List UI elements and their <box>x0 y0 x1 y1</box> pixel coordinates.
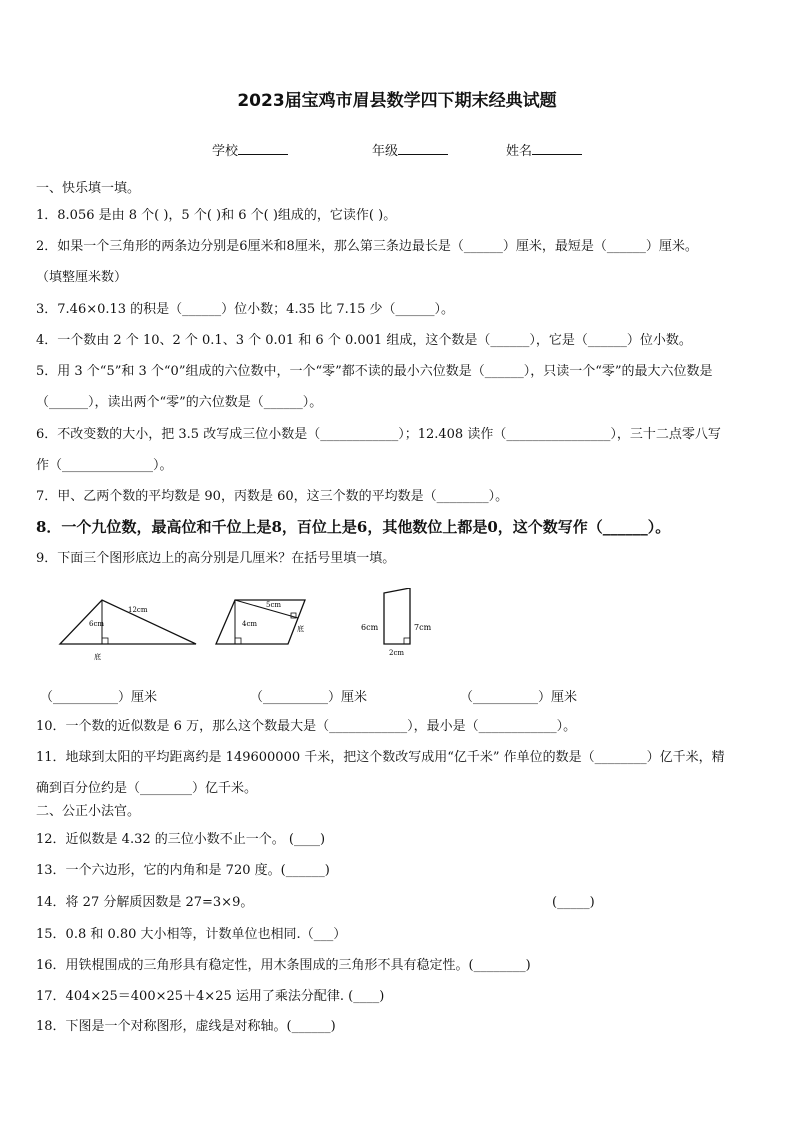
triangle-figure <box>60 600 196 661</box>
parallelogram-base-label: 底 <box>297 625 304 633</box>
name-field <box>506 140 582 159</box>
triangle-slant-label: 12cm <box>128 606 148 614</box>
question-6: 6．不改变数的大小，把 3.5 改写成三位小数是（____________）；12.408 读作（________________），三十二点零八写 <box>36 427 721 442</box>
question-5-cont: （______），读出两个“零”的六位数是（______）。 <box>36 395 323 410</box>
question-12: 12．近似数是 4.32 的三位小数不止一个。 (____) <box>36 832 326 847</box>
question-8: 8．一个九位数，最高位和千位上是8，百位上是6，其他数位上都是0，这个数写作（______）。 <box>36 518 671 536</box>
question-11: 11．地球到太阳的平均距离约是 149600000 千米，把这个数改写成用“亿千米” 作单位的数是（________）亿千米，精 <box>36 750 725 765</box>
trapezoid-right-label: 7cm <box>414 623 432 632</box>
grade-field <box>372 140 448 159</box>
question-4: 4．一个数由 2 个 10、2 个 0.1、3 个 0.01 和 6 个 0.001 组成，这个数是（______），它是（______）位小数。 <box>36 333 692 348</box>
question-1: 1．8.056 是由 8 个( )，5 个( )和 6 个( )组成的，它读作( )。 <box>36 208 397 223</box>
school-label: 学校 <box>212 144 239 159</box>
parallelogram-slant-label: 5cm <box>266 601 282 609</box>
trapezoid-figure <box>361 588 432 657</box>
school-field <box>212 140 288 159</box>
triangle-height-label: 6cm <box>89 620 105 628</box>
grade-blank[interactable] <box>398 142 448 155</box>
question-18: 18．下图是一个对称图形，虚线是对称轴。(______) <box>36 1019 336 1034</box>
trapezoid-left-label: 6cm <box>361 623 379 632</box>
parallelogram-figure <box>216 600 305 644</box>
question-5: 5．用 3 个“5”和 3 个“0”组成的六位数中，一个“零”都不读的最小六位数是（______），只读一个“零”的最大六位数是 <box>36 364 713 379</box>
page-title: 2023届宝鸡市眉县数学四下期末经典试题 <box>237 91 557 111</box>
triangle-base-label: 底 <box>94 653 101 661</box>
question-13: 13．一个六边形，它的内角和是 720 度。(______) <box>36 863 330 878</box>
question-11-cont: 确到百分位约是（________）亿千米。 <box>36 781 258 796</box>
grade-label: 年级 <box>372 144 399 159</box>
question-9: 9．下面三个图形底边上的高分别是几厘米？在括号里填一填。 <box>36 551 396 566</box>
question-9-answer-2: （__________）厘米 <box>250 690 368 705</box>
question-14-blank: (_____) <box>552 895 595 910</box>
section-heading-2: 二、公正小法官。 <box>36 804 141 819</box>
question-9-answer-3: （__________）厘米 <box>460 690 578 705</box>
question-17: 17．404×25＝400×25＋4×25 运用了乘法分配律. (____) <box>36 989 385 1004</box>
question-2: 2．如果一个三角形的两条边分别是6厘米和8厘米，那么第三条边最长是（______）厘米，最短是（______）厘米。 <box>36 239 698 254</box>
question-2-note: （填整厘米数） <box>36 270 128 285</box>
question-9-figures <box>50 588 470 668</box>
question-16: 16．用铁棍围成的三角形具有稳定性，用木条围成的三角形不具有稳定性。(________) <box>36 958 531 973</box>
question-9-answer-1: （__________）厘米 <box>40 690 158 705</box>
parallelogram-height-label: 4cm <box>242 620 258 628</box>
section-heading-1: 一、快乐填一填。 <box>36 181 141 196</box>
question-15: 15．0.8 和 0.80 大小相等，计数单位也相同.（___） <box>36 927 347 942</box>
question-7: 7．甲、乙两个数的平均数是 90，丙数是 60，这三个数的平均数是（________）。 <box>36 489 509 504</box>
question-6-cont: 作（______________）。 <box>36 458 173 473</box>
question-10: 10．一个数的近似数是 6 万，那么这个数最大是（____________），最小是（____________）。 <box>36 719 577 734</box>
question-3: 3．7.46×0.13 的积是（______）位小数；4.35 比 7.15 少（______）。 <box>36 302 454 317</box>
name-label: 姓名 <box>506 144 533 159</box>
name-blank[interactable] <box>532 142 582 155</box>
question-14: 14．将 27 分解质因数是 27=3×9。 <box>36 895 254 910</box>
school-blank[interactable] <box>238 142 288 155</box>
trapezoid-base-label: 2cm <box>389 649 405 657</box>
